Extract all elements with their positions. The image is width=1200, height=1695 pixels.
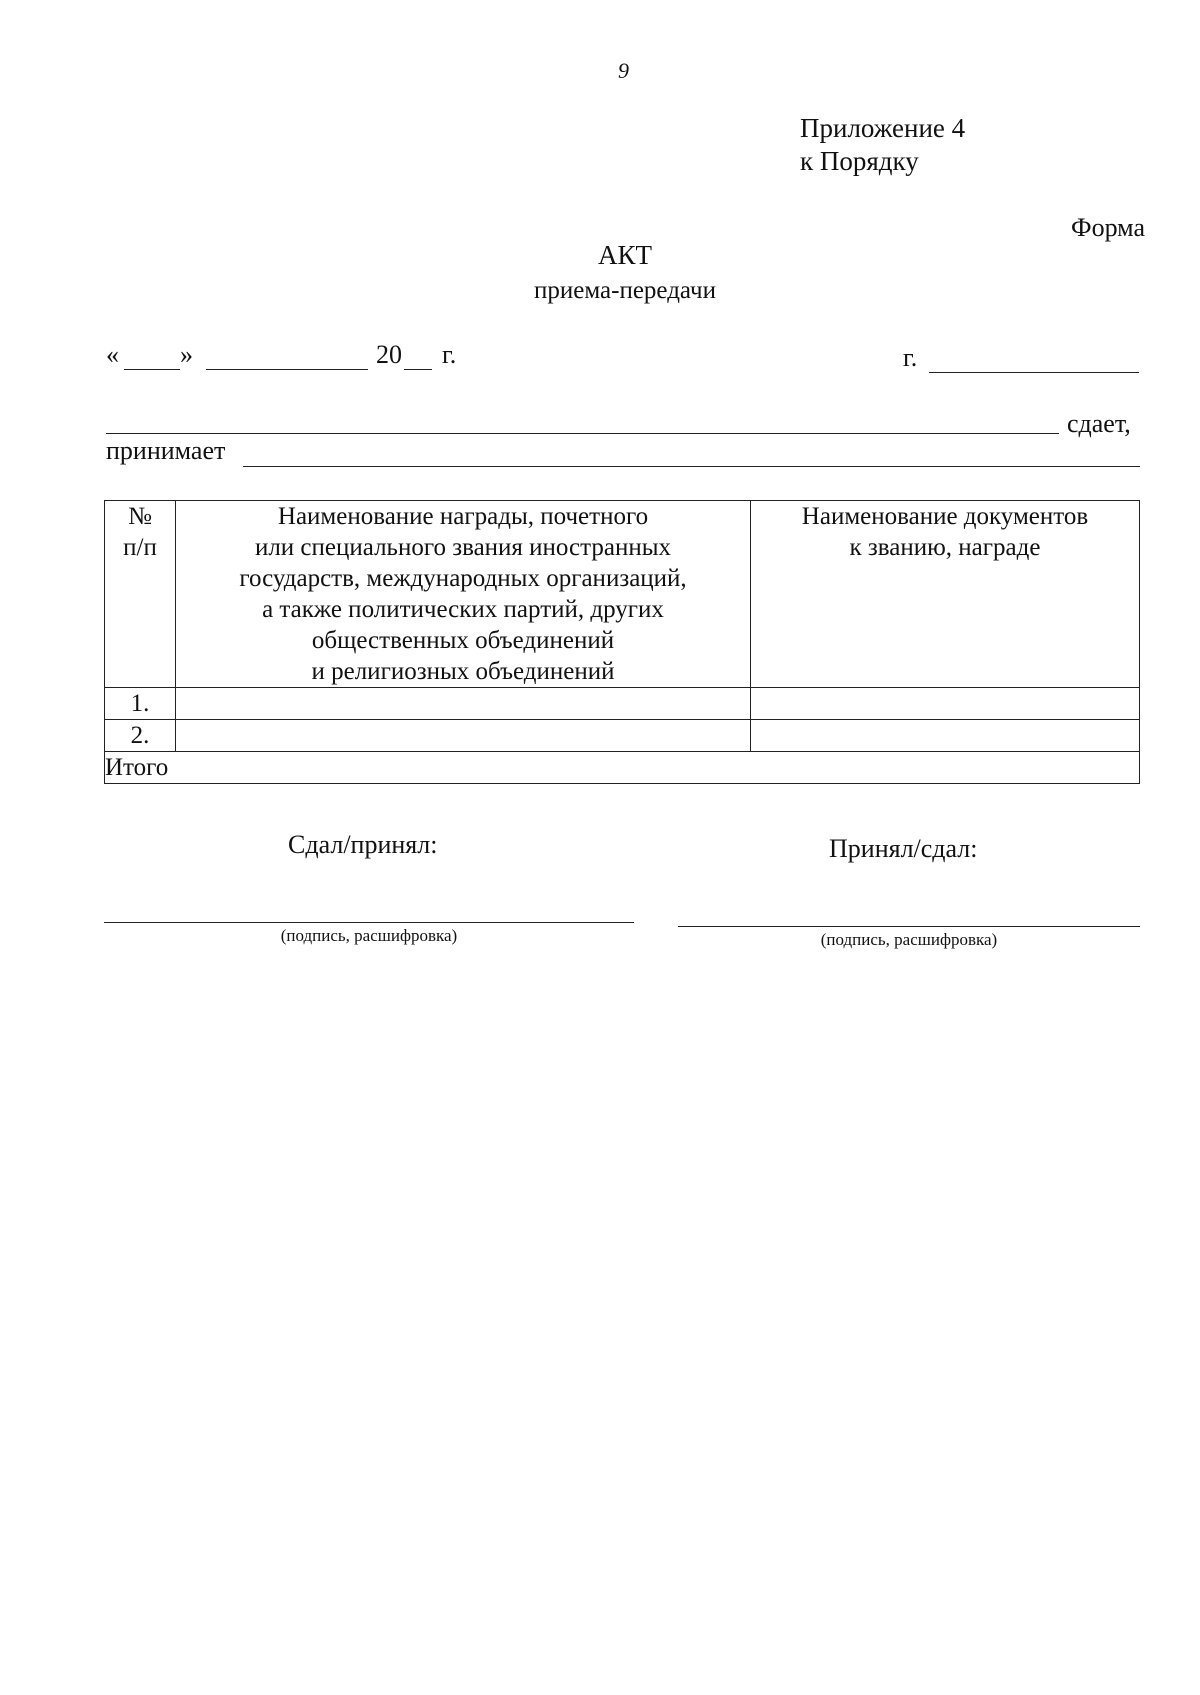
- close-quote: »: [180, 340, 193, 369]
- right-signature-title: Принял/сдал:: [829, 834, 978, 863]
- left-signature-title: Сдал/принял:: [288, 830, 438, 859]
- form-label: Форма: [1071, 213, 1145, 242]
- header-num: [105, 501, 176, 688]
- receiver-field[interactable]: [243, 466, 1140, 467]
- receives-label: принимает: [106, 436, 226, 465]
- header-docs-text: Наименование документов к званию, награде: [801, 503, 1089, 561]
- document-title: АКТ: [598, 240, 652, 270]
- city-field[interactable]: [929, 372, 1139, 373]
- year-prefix: 20: [376, 340, 402, 369]
- city-prefix: г.: [903, 343, 918, 372]
- row-num: 1.: [105, 688, 176, 720]
- table-total-row: [105, 752, 1140, 784]
- total-label: Итого: [105, 752, 1140, 784]
- gives-label: сдает,: [1067, 409, 1131, 438]
- giver-field[interactable]: [106, 433, 1059, 434]
- appendix-reference: [800, 112, 965, 178]
- right-signature-caption: (подпись, расшифровка): [820, 930, 998, 949]
- row-docs-cell[interactable]: [751, 720, 1140, 752]
- row-award-cell[interactable]: [176, 720, 751, 752]
- row-award-cell[interactable]: [176, 688, 751, 720]
- left-signature-caption: (подпись, расшифровка): [280, 926, 458, 945]
- row-docs-cell[interactable]: [751, 688, 1140, 720]
- appendix-line-2: к Порядку: [800, 146, 919, 176]
- table-row: [105, 720, 1140, 752]
- awards-table: [104, 500, 1140, 784]
- table-row: [105, 688, 1140, 720]
- left-signature-field[interactable]: [104, 922, 634, 923]
- appendix-line-1: Приложение 4: [800, 113, 966, 143]
- document-subtitle: приема-передачи: [534, 277, 716, 304]
- day-field[interactable]: [124, 369, 180, 370]
- right-signature-field[interactable]: [678, 926, 1140, 927]
- table-header-row: [105, 501, 1140, 688]
- header-num-text: № п/п: [123, 503, 157, 561]
- month-field[interactable]: [206, 369, 368, 370]
- header-docs: [751, 501, 1140, 688]
- row-num: 2.: [105, 720, 176, 752]
- open-quote: «: [106, 340, 119, 369]
- year-suffix: г.: [442, 340, 457, 369]
- page-number: 9: [618, 58, 629, 83]
- header-award-text: Наименование награды, почетного или специального звания иностранных государств, международных организаций, а также политических партий, других общественных объединений и религиозных объединений: [239, 503, 687, 685]
- year-field[interactable]: [404, 369, 432, 370]
- header-award: [176, 501, 751, 688]
